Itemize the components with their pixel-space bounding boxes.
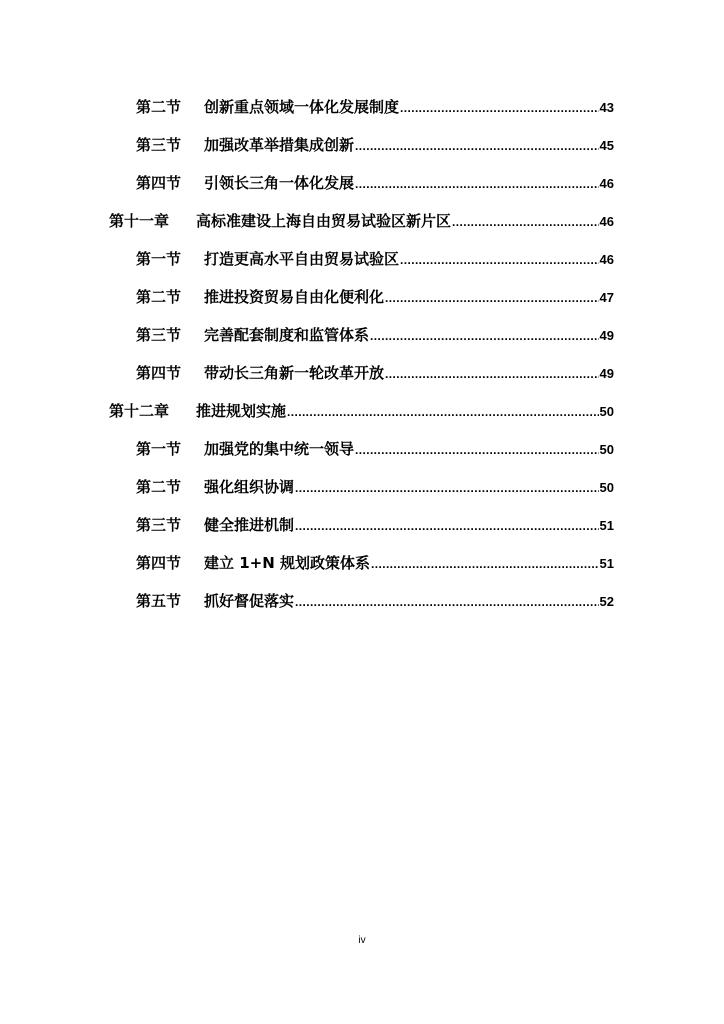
toc-entry-number: 第二节	[136, 288, 182, 306]
toc-entry-number: 第四节	[136, 554, 182, 572]
toc-entry-title: 健全推进机制	[204, 516, 295, 534]
toc-entry[interactable]	[109, 506, 614, 544]
toc-chapter-entry[interactable]	[109, 202, 614, 240]
toc-entry-page: 51	[599, 518, 614, 533]
toc-entry-title: 创新重点领域一体化发展制度	[204, 98, 400, 116]
toc-entry[interactable]	[109, 544, 614, 582]
dot-leader	[400, 241, 599, 279]
toc-entry-page: 46	[599, 214, 614, 229]
toc-entry-page: 51	[599, 556, 614, 571]
toc-entry-number: 第五节	[136, 592, 182, 610]
toc-entry-title: 引领长三角一体化发展	[204, 174, 355, 192]
toc-chapter-entry[interactable]	[109, 392, 614, 430]
dot-leader	[355, 165, 599, 203]
toc-entry-title: 打造更高水平自由贸易试验区	[204, 250, 400, 268]
dot-leader	[295, 507, 599, 545]
dot-leader	[371, 545, 599, 583]
toc-entry-page: 46	[599, 252, 614, 267]
toc-entry-title: 加强改革举措集成创新	[204, 136, 355, 154]
toc-entry-title: 抓好督促落实	[204, 592, 295, 610]
dot-leader	[295, 583, 599, 621]
dot-leader	[287, 393, 599, 431]
toc-entry-title: 建立 1+N 规划政策体系	[204, 554, 371, 572]
dot-leader	[400, 89, 599, 127]
toc-entry[interactable]	[109, 126, 614, 164]
toc-entry-page: 45	[599, 138, 614, 153]
dot-leader	[295, 469, 599, 507]
toc-entry-number: 第十二章	[109, 402, 170, 420]
toc-entry-number: 第二节	[136, 478, 182, 496]
toc-entry-number: 第四节	[136, 174, 182, 192]
toc-entry-title: 强化组织协调	[204, 478, 295, 496]
toc-entry[interactable]	[109, 430, 614, 468]
toc-entry-number: 第三节	[136, 136, 182, 154]
toc-entry-title: 推进规划实施	[196, 402, 287, 420]
dot-leader	[355, 127, 599, 165]
toc-entry-page: 49	[599, 366, 614, 381]
table-of-contents	[109, 88, 614, 620]
toc-entry-number: 第三节	[136, 516, 182, 534]
toc-entry-number: 第三节	[136, 326, 182, 344]
toc-entry-title: 完善配套制度和监管体系	[204, 326, 370, 344]
toc-entry-title: 带动长三角新一轮改革开放	[204, 364, 385, 382]
toc-entry[interactable]	[109, 354, 614, 392]
toc-entry-page: 47	[599, 290, 614, 305]
toc-entry[interactable]	[109, 240, 614, 278]
toc-entry-number: 第四节	[136, 364, 182, 382]
toc-entry-page: 50	[599, 480, 614, 495]
toc-entry[interactable]	[109, 164, 614, 202]
toc-entry-page: 50	[599, 404, 614, 419]
toc-entry-title: 高标准建设上海自由贸易试验区新片区	[196, 212, 452, 230]
dot-leader	[385, 279, 599, 317]
toc-entry[interactable]	[109, 468, 614, 506]
toc-entry-page: 50	[599, 442, 614, 457]
toc-entry-page: 52	[599, 594, 614, 609]
toc-entry-page: 46	[599, 176, 614, 191]
dot-leader	[452, 203, 599, 241]
toc-entry-page: 43	[599, 100, 614, 115]
toc-entry[interactable]	[109, 88, 614, 126]
toc-entry[interactable]	[109, 582, 614, 620]
dot-leader	[355, 431, 599, 469]
toc-entry[interactable]	[109, 278, 614, 316]
toc-entry-number: 第一节	[136, 250, 182, 268]
toc-entry-title: 推进投资贸易自由化便利化	[204, 288, 385, 306]
page-number: iv	[358, 935, 366, 946]
toc-entry-number: 第二节	[136, 98, 182, 116]
dot-leader	[370, 317, 599, 355]
toc-entry[interactable]	[109, 316, 614, 354]
toc-entry-title: 加强党的集中统一领导	[204, 440, 355, 458]
toc-entry-number: 第十一章	[109, 212, 170, 230]
toc-entry-number: 第一节	[136, 440, 182, 458]
toc-entry-page: 49	[599, 328, 614, 343]
dot-leader	[385, 355, 599, 393]
